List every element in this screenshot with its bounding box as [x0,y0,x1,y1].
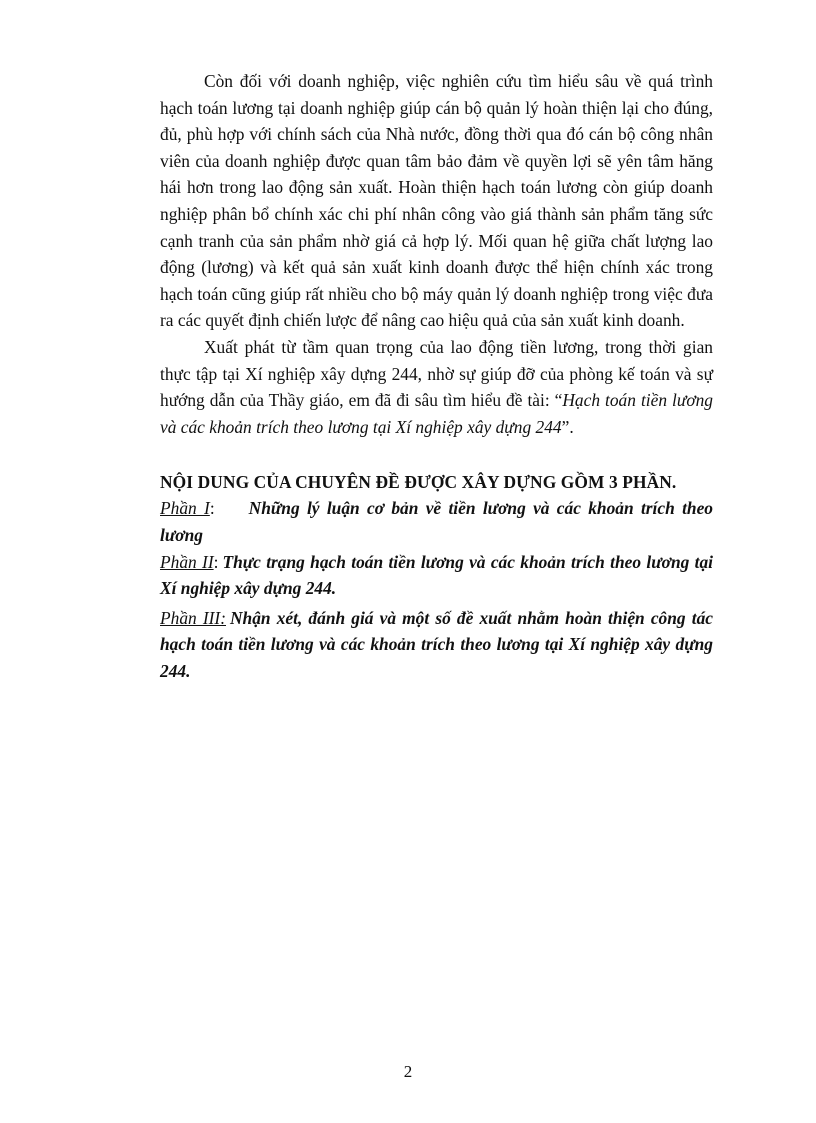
part-separator: : [213,551,219,572]
part-text: Thực trạng hạch toán tiền lương và các khoản trích theo lương tại Xí nghiệp xây dựng 244. [160,551,713,599]
body-paragraph-1: Còn đối với doanh nghiệp, việc nghiên cứu tìm hiểu sâu về quá trình hạch toán lương tại doanh nghiệp giúp cán bộ quản lý hoàn thiện lại cho đúng, đủ, phù hợp với chính sách của Nhà nước, đồng thời qua đó cán bộ công nhân viên của doanh nghiệp được quan tâm bảo đảm về quyền lợi sẽ yên tâm hăng hái hơn trong lao động sản xuất. Hoàn thiện hạch toán lương còn giúp doanh nghiệp phân bổ chính xác chi phí nhân công vào giá thành sản phẩm tăng sức cạnh tranh của sản phẩm nhờ giá cả hợp lý. Mối quan hệ giữa chất lượng lao động (lương) và kết quả sản xuất kinh doanh được thể hiện chính xác trong hạch toán cũng giúp rất nhiều cho bộ máy quản lý doanh nghiệp trong việc đưa ra các quyết định chiến lược để nâng cao hiệu quả của sản xuất kinh doanh. [160,71,713,331]
body-paragraph-2 [160,334,713,440]
section-heading: NỘI DUNG CỦA CHUYÊN ĐỀ ĐƯỢC XÂY DỰNG GỒM 3 PHẦN. [160,472,677,493]
paragraph-2-tail: ”. [561,416,574,437]
part-separator: : [209,498,215,519]
document-page [160,68,713,684]
part-item [160,495,713,548]
part-item [160,605,713,685]
paragraph-2-lead: Xuất phát từ tầm quan trọng của lao động tiền lương, trong thời gian thực tập tại Xí nghiệp xây dựng 244, nhờ sự giúp đỡ của phòng kế toán và sự hướng dẫn của Thầy giáo, em đã đi sâu tìm hiểu đề tài: “ [160,336,713,411]
thesis-title: Hạch toán tiền lương và các khoản trích theo lương tại Xí nghiệp xây dựng 244 [160,390,713,437]
part-label: Phần II [160,551,214,572]
part-text: Nhận xét, đánh giá và một số đề xuất nhằm hoàn thiện công tác hạch toán tiền lương và các khoản trích theo lương tại Xí nghiệp xây dựng 244. [160,607,713,681]
part-label: Phần III: [160,607,226,628]
part-label: Phần I [160,498,210,519]
part-item [160,549,713,602]
part-text: Những lý luận cơ bản về tiền lương và các khoản trích theo lương [160,498,713,545]
page-number: 2 [403,1062,413,1081]
